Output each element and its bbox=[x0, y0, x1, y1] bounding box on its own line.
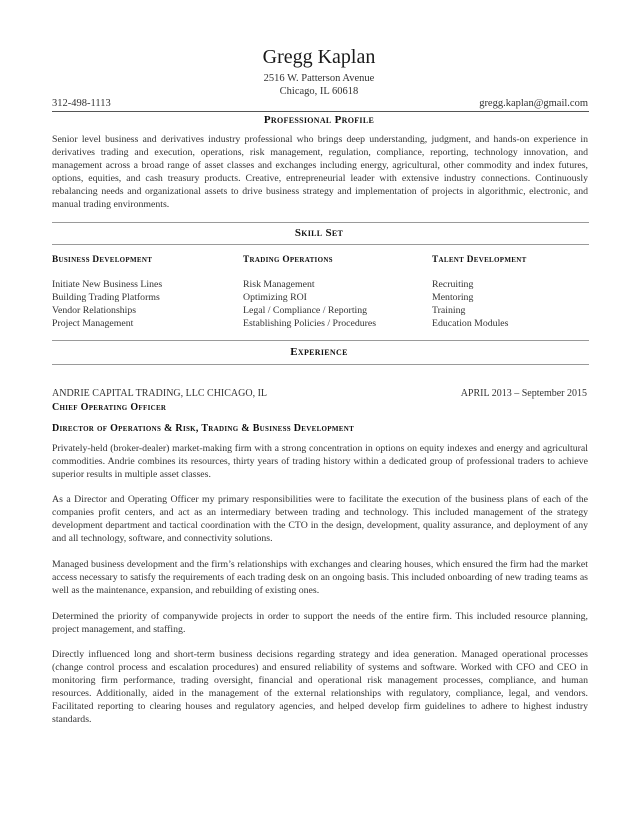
candidate-name: Gregg Kaplan bbox=[262, 46, 376, 68]
skill-item: Establishing Policies / Procedures bbox=[243, 317, 377, 329]
skill-column-title-trading: Trading Operations bbox=[243, 255, 333, 265]
skill-item: Training bbox=[432, 304, 466, 316]
profile-heading: Professional Profile bbox=[263, 114, 375, 126]
job-title: Chief Operating Officer bbox=[52, 402, 167, 413]
skill-item: Building Trading Platforms bbox=[52, 291, 160, 303]
skill-item: Recruiting bbox=[432, 279, 474, 290]
skill-column-title-talent: Talent Development bbox=[432, 255, 527, 265]
skill-column-title-business: Business Development bbox=[52, 255, 153, 265]
skill-item: Optimizing ROI bbox=[243, 291, 307, 303]
skill-column-business bbox=[52, 279, 162, 331]
skill-item: Legal / Compliance / Reporting bbox=[243, 304, 368, 316]
city-address: Chicago, IL 60618 bbox=[279, 86, 359, 97]
experience-paragraph: Privately-held (broker-dealer) market-making firm with a strong concentration in options on equity indexes and energy and agricultural commodities. Andrie combines its resources, thirty years of trading history within a dedicated group of professional traders to achieve superior results in multiple asset classes. bbox=[52, 443, 588, 480]
email-address: gregg.kaplan@gmail.com bbox=[479, 98, 588, 109]
experience-paragraph: Managed business development and the firm’s relationships with exchanges and clearing houses, which ensured the firm had the market access necessary to satisfy the requirements of each trading desk on an ongoing basis. This included onboarding of new trading teams as well as the maintenance, expansion, and rebuilding of existing ones. bbox=[52, 559, 588, 596]
job-subtitle: Director of Operations & Risk, Trading & Business Development bbox=[52, 423, 355, 434]
skill-item: Mentoring bbox=[432, 291, 474, 303]
experience-heading: Experience bbox=[290, 346, 348, 358]
skill-item: Education Modules bbox=[432, 317, 509, 329]
skills-divider bbox=[52, 340, 589, 341]
skill-column-talent bbox=[432, 279, 508, 331]
phone-number: 312-498-1113 bbox=[52, 98, 111, 109]
skill-column-trading bbox=[243, 279, 376, 331]
skill-item: Vendor Relationships bbox=[52, 304, 137, 316]
employment-dates: APRIL 2013 – September 2015 bbox=[460, 388, 587, 399]
company-line: ANDRIE CAPITAL TRADING, LLC CHICAGO, IL bbox=[52, 388, 268, 399]
skill-item: Initiate New Business Lines bbox=[52, 279, 163, 290]
profile-text: Senior level business and derivatives industry professional who brings deep understanding, judgment, and hands-on experience in derivatives trading and execution, operations, risk management, regulation, compliance, reporting, technology innovation, and management across a broad range of asset classes and exchanges including energy, agricultural, other commodity and index futures, options, equities, and cash treasury products. Creative, entrepreneurial leader with extensive industry connections. Continuously rebalancing needs and organizational assets to drive business strategy and implementation of projects in algorithmic, electronic, and manual trading environments. bbox=[52, 134, 588, 210]
experience-paragraph: Determined the priority of companywide projects in order to support the needs of the entire firm. This included resource planning, project management, and staffing. bbox=[52, 611, 588, 635]
street-address: 2516 W. Patterson Avenue bbox=[263, 73, 375, 84]
skills-heading-divider bbox=[52, 244, 589, 245]
profile-divider bbox=[52, 222, 589, 223]
skill-item: Risk Management bbox=[243, 279, 315, 290]
experience-heading-divider bbox=[52, 364, 589, 365]
experience-paragraph: Directly influenced long and short-term business decisions regarding strategy and idea generation. Managed operational processes (change control process and escalation procedures) and ensured reliability of systems and software. Worked with CFO and CEO in monitoring firm performance, trading oversight, financial and operational risk management processes, compliance, and human resources. Additionally, aided in the management of the external relationships with regulatory, compliance, legal, and vendors. Facilitated reporting to clearing houses and regulatory agencies, and helped develop firm guidelines to adhere to highest industry standards. bbox=[52, 649, 588, 725]
header-divider bbox=[52, 111, 589, 112]
skill-item: Project Management bbox=[52, 317, 134, 329]
skills-heading: Skill Set bbox=[294, 227, 344, 239]
experience-paragraph: As a Director and Operating Officer my primary responsibilities were to facilitate the execution of the business plans of each of the companies profit centers, and act as an intermediary between trading and technology. This included management of the strategy development department and tactical coordination with the CTO in the design, development, quality assurance, and deployment of any and all technology, software, and connectivity solutions. bbox=[52, 494, 588, 544]
